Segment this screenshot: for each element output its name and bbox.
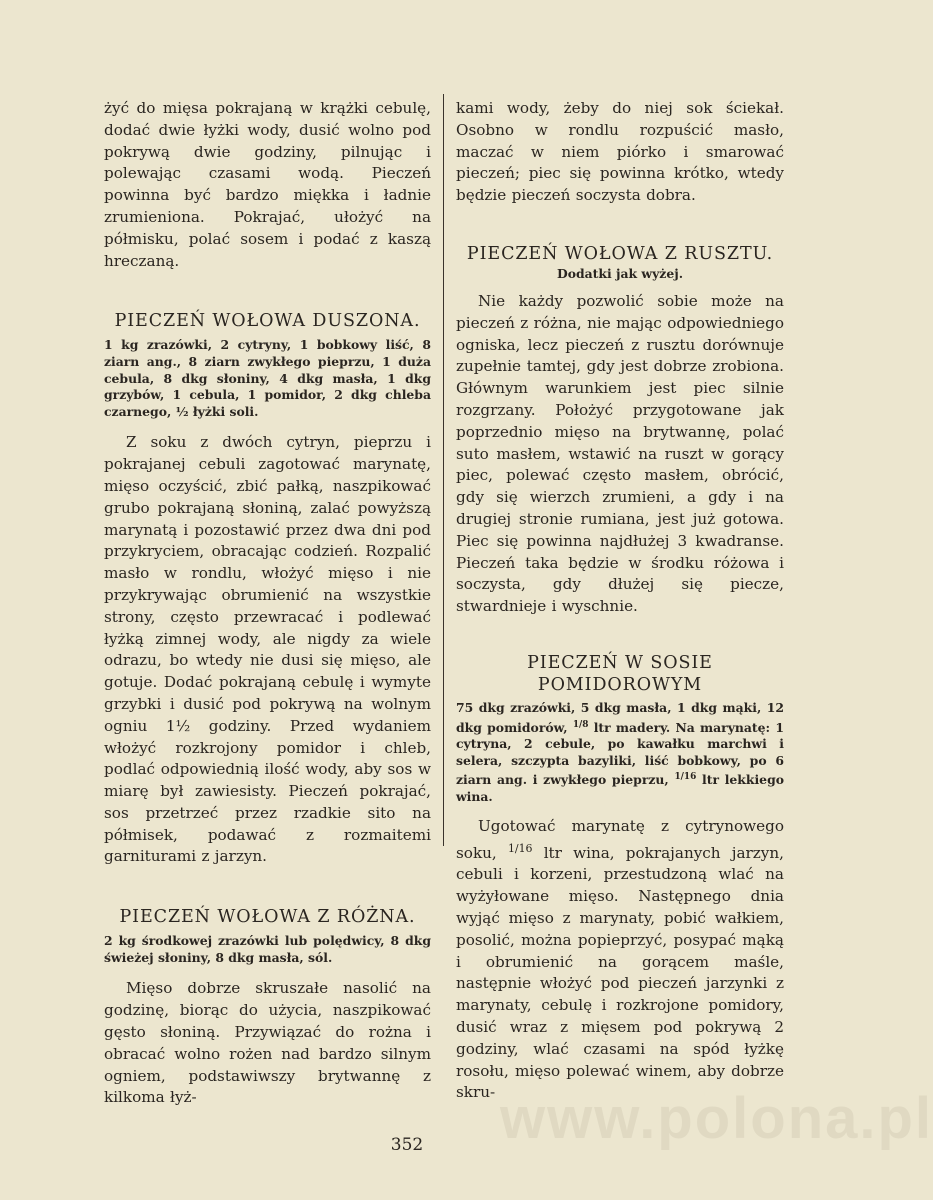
ingredients: 75 dkg zrazówki, 5 dkg masła, 1 dkg mąki, 12 dkg pomidorów, $^{1/8}$ ltr madery. Na marynatę: 1 cytryna, 2 cebule, po kawałku marchwi i selera, szczypta bazyliki, liść bobkowy, po 6 ziarn ang. i zwykłego pieprzu, $^{1/16}$ ltr lekkiego wina. — [456, 699, 784, 805]
recipe-title: PIECZEŃ WOŁOWA Z RUSZTU. — [466, 243, 774, 264]
ingredients: 2 kg środkowej zrazówki lub polędwicy, 8 dkg świeżej słoniny, 8 dkg masła, sól. — [104, 933, 431, 965]
recipe-body: Ugotować marynatę z cytrynowego soku, $^{1/16}$ ltr wina, pokrajanych jarzyn, cebuli i korzeni, przestudzoną wlać na wyżyłowane mięso. Następnego dnia wyjąć mięso z marynaty, pobić wałkiem, posolić, można popieprzyć, posypać mąką i obrumienić na gorącem maśle, następnie włożyć pod pieczeń jarzynki z marynaty, cebulę i rozkrojone pomidory, dusić wraz z mięsem pod pokrywą 2 godziny, wlać czasami na spód łyżkę rosołu, mięso polewać winem, aby dobrze skru- — [456, 816, 784, 1102]
right-column — [456, 98, 784, 1104]
continued-paragraph: żyć do mięsa pokrajaną w krążki cebulę, dodać dwie łyżki wody, dusić wolno pod pokrywą dwie godziny, pilnując i polewając czasami wodą. Pieczeń powinna być bardzo miękka i ładnie zrumieniona. Pokrajać, ułożyć na półmisku, polać sosem i podać z kaszą hreczaną. — [104, 99, 431, 270]
recipe-title-line: PIECZEŃ W SOSIE — [527, 652, 713, 673]
recipe-body: Nie każdy pozwolić sobie może na pieczeń z różna, nie mając odpowiedniego ogniska, lecz pieczeń z rusztu dorównuje zupełnie tamtej, gdy jest dobrze zrobiona. Głównym warunkiem jest piec silnie rozgrzany. Położyć przygotowane jak poprzednio mięso na brytwannę, polać suto masłem, wstawić na ruszt w gorący piec, polewać często masłem, obrócić, gdy się wierzch zrumieni, a gdy i na drugiej stronie rumiana, jest już gotowa. Piec się powinna najdłużej 3 kwadranse. Pieczeń taka będzie w środku różowa i soczysta, gdy dłużej się piecze, stwardnieje i wyschnie. — [456, 291, 784, 616]
recipe-subtitle: Dodatki jak wyżej. — [556, 265, 684, 281]
recipe-title: PIECZEŃ WOŁOWA DUSZONA. — [114, 311, 421, 332]
recipe-body: Z soku z dwóch cytryn, pieprzu i pokrajanej cebuli zagotować marynatę, mięso oczyścić, zbić pałką, naszpikować grubo pokrajaną słoniną, zalać powyższą marynatą i pozostawić przez dwa dni pod przykryciem, obracając codzień. Rozpalić masło w rondlu, włożyć mięso i nie przykrywając obrumienić na wszystkie strony, często przewracać i podlewać łyżką zimnej wody, ale nigdy za wiele odrazu, bo wtedy nie dusi się mięso, ale gotuje. Dodać pokrajaną cebulę i wymyte grzybki i dusić pod pokrywą na wolnym ogniu 1½ godziny. Przed wydaniem włożyć rozkrojony pomidor i chleb, podlać odpowiednią ilość wody, aby sos w miarę był zawiesisty. Pieczeń pokrajać, sos przetrzeć przez rzadkie sito na półmisek, podawać z rozmaitemi garniturami z jarzyn. — [104, 433, 431, 866]
recipe-body: Mięso dobrze skruszałe nasolić na godzinę, biorąc do użycia, naszpikować gęsto słoniną. Przywiązać do rożna i obracać wolno rożen nad bardzo silnym ogniem, podstawiwszy brytwannę z kilkoma łyż- — [104, 979, 431, 1107]
column-divider — [443, 94, 444, 846]
watermark: www.polona.pl — [500, 1086, 933, 1151]
continued-paragraph: kami wody, żeby do niej sok ściekał. Osobno w rondlu rozpuścić masło, maczać w niem piórko i smarować pieczeń; piec się powinna krótko, wtedy będzie pieczeń soczysta dobra. — [456, 99, 784, 205]
recipe-title: PIECZEŃ WOŁOWA Z RÓŻNA. — [119, 907, 416, 928]
left-column — [104, 98, 431, 1109]
page-number: 352 — [390, 1135, 424, 1155]
ingredients: 1 kg zrazówki, 2 cytryny, 1 bobkowy liść, 8 ziarn ang., 8 ziarn zwykłego pieprzu, 1 duża cebula, 8 dkg słoniny, 4 dkg masła, 1 dkg grzybów, 1 cebula, 1 pomidor, 2 dkg chleba czarnego, ½ łyżki soli. — [104, 337, 431, 419]
recipe-title-line: POMIDOROWYM — [537, 674, 703, 695]
